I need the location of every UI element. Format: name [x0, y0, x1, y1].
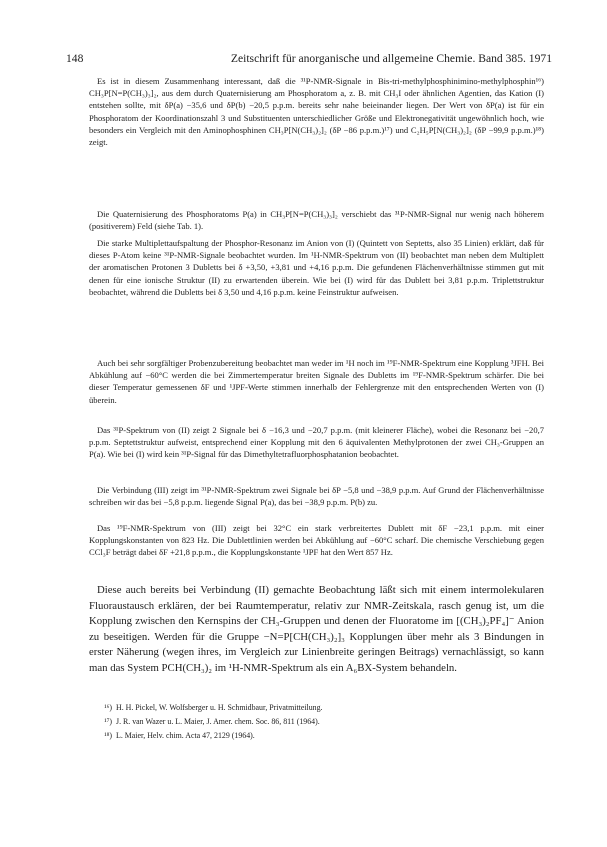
- paragraph-nmr-signals: Es ist in diesem Zusammenhang interessant, daß die ³¹P-NMR-Signale in Bis-tri-methylphosphinimino-methylphosphin¹⁶) CH₃P[N=P(CH₃)₃]₂, aus dem durch Quaternisierung am Phosphoratom a, z. B. mit CH₃I oder ähnlichen Agentien, das Kation (I) entstehen sollte, mit δP(a) −35,6 und δP(b) −20,5 p.p.m. bereits sehr nahe beieinander liegen. Der Wert von δP(a) ist für ein Phosphoratom der Koordinationszahl 3 und Substituenten unterschiedlicher Größe und Elektronegativität ungewöhnlich hoch, wie besonders ein Vergleich mit den Aminophosphinen CH₃P[N(CH₃)₂]₂ (δP −86 p.p.m.)¹⁷) und C₂H₅P[N(CH₃)₂]₂ (δP −99,9 p.p.m.)¹⁸) zeigt.: [89, 76, 544, 148]
- footnote-mark: ¹⁸): [104, 731, 112, 740]
- footnote-text: L. Maier, Helv. chim. Acta 47, 2129 (1964).: [116, 731, 255, 740]
- paragraph-19f-spectrum-iii: Das ¹⁹F-NMR-Spektrum von (III) zeigt bei 32°C ein stark verbreitertes Dublett mit δF −23,1 p.p.m. mit einer Kopplungskonstanten von 823 Hz. Die Dublettlinien werden bei Abkühlung auf −60°C scharf. Die chemische Verschiebung gegen CCl₃F beträgt dabei δF +21,8 p.p.m., die Kopplungskonstante ¹JPF hat den Wert 857 Hz.: [89, 523, 544, 558]
- footnote-text: H. H. Pickel, W. Wolfsberger u. H. Schmidbaur, Privatmitteilung.: [116, 703, 323, 712]
- paragraph-compound-iii: Die Verbindung (III) zeigt im ³¹P-NMR-Spektrum zwei Signale bei δP −5,8 und −38,9 p.p.m. Auf Grund der Flächenverhältnisse schreiben wir das bei −5,8 p.p.m. liegende Signal P(a), das bei −38,9 p.p.m. P(b) zu.: [89, 485, 544, 508]
- paragraph-sample-preparation: Auch bei sehr sorgfältiger Probenzubereitung beobachtet man weder im ¹H noch im ¹⁹F-NMR-Spektrum eine Kopplung ³JFH. Bei Abkühlung auf −60°C werden die bei Zimmertemperatur breiten Signale des Dubletts im ¹⁹F-NMR-Spektrum schärfer. Die bei dieser Temperatur gemessenen δF und ¹JPF-Werte stimmen innerhalb der Fehlergrenze mit den entsprechenden Werten von (I) überein.: [89, 358, 544, 405]
- paragraph-fluorine-exchange: Diese auch bereits bei Verbindung (II) gemachte Beobachtung läßt sich mit einem intermolekularen Fluoraustausch erklären, der bei Raumtemperatur, relativ zur NMR-Zeitskala, rasch genug ist, um die Kopplung zwischen den Kernspins der CH₃-Gruppen und denen der Fluoratome im [(CH₃)₂PF₄]⁻ Anion zu beseitigen. Werden für die Gruppe −N=P[CH(CH₃)₂]₃ Kopplungen über mehr als 3 Bindungen in erster Näherung (wegen ihres, im Vergleich zur Linienbreite geringen Beitrags) vernachlässigt, so kann man das System PCH(CH₃)₂ im ¹H-NMR-Spektrum als ein A₆BX-System behandeln.: [89, 584, 544, 674]
- paragraph-quaternization: Die Quaternisierung des Phosphoratoms P(a) in CH₃P[N=P(CH₃)₃]₂ verschiebt das ³¹P-NMR-Signal nur wenig nach höherem (positiverem) Feld (siehe Tab. 1).: [89, 209, 544, 232]
- footnote-16: [92, 702, 544, 714]
- footnote-mark: ¹⁷): [104, 717, 112, 726]
- footnote-17: [92, 716, 544, 728]
- running-header: [66, 52, 552, 68]
- footnote-mark: ¹⁶): [104, 703, 112, 712]
- page-number: 148: [66, 52, 84, 65]
- journal-title: Zeitschrift für anorganische und allgemeine Chemie. Band 385. 1971: [230, 52, 552, 65]
- footnote-text: J. R. van Wazer u. L. Maier, J. Amer. chem. Soc. 86, 811 (1964).: [116, 717, 320, 726]
- footnote-18: [92, 730, 544, 742]
- paragraph-multiplet-splitting: Die starke Multiplettaufspaltung der Phosphor-Resonanz im Anion von (I) (Quintett von Septetts, also 35 Linien) erklärt, daß für dieses P-Atom keine ³¹P-NMR-Signale beobachtet wurden. Im ¹H-NMR-Spektrum von (II) beobachtet man neben dem Multiplett der aromatischen Protonen 3 Dubletts bei δ +3,50, +3,81 und +4,16 p.p.m. Die gefundenen Flächenverhältnisse stimmen gut mit denen für eine ionische Struktur (II) zu erwartenden überein. Wie bei (I) wird für das Dublett bei 3,81 p.p.m. Triplettstruktur beobachtet, während die Dubletts bei δ 3,50 und 4,16 p.p.m. keine Feinstruktur aufweisen.: [89, 238, 544, 297]
- paragraph-31p-spectrum-ii: Das ³¹P-Spektrum von (II) zeigt 2 Signale bei δ −16,3 und −20,7 p.p.m. (mit kleinerer Fläche), wobei die Resonanz bei −20,7 p.p.m. Septettstruktur aufweist, entsprechend einer Kopplung mit den 6 äquivalenten Methylprotonen der zwei CH₃-Gruppen an P(a). Wie bei (I) wird kein ³¹P-Signal für das Dimethyltetrafluorphosphatanion beobachtet.: [89, 425, 544, 460]
